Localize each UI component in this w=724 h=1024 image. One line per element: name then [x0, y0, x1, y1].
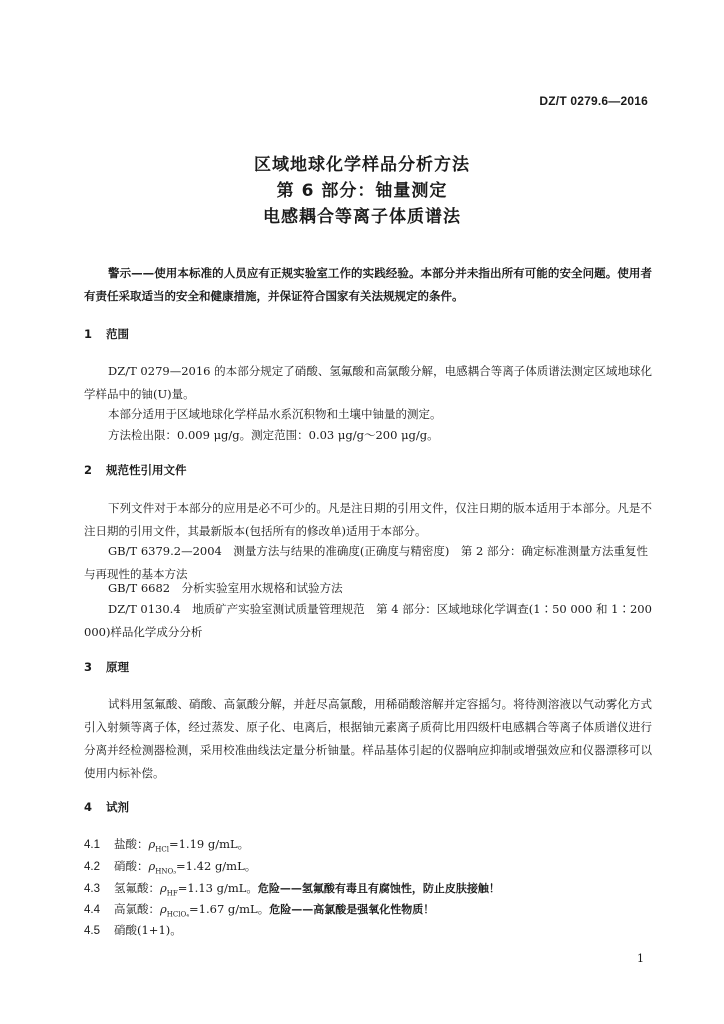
density-symbol: ρ [148, 859, 156, 873]
section-1-paragraph-3: 方法检出限：0.009 μg/g。测定范围：0.03 μg/g～200 μg/g。 [108, 428, 439, 442]
density-symbol: ρ [160, 881, 167, 895]
section-2-paragraph-1: 下列文件对于本部分的应用是必不可少的。凡是注日期的引用文件，仅注日期的版本适用于本部分。凡是不注日期的引用文件，其最新版本(包括所有的修改单)适用于本部分。 [84, 501, 652, 538]
title-line-1: 区域地球化学样品分析方法 [254, 155, 470, 175]
reagent-name: 高氯酸： [114, 902, 160, 916]
section-4-heading [84, 799, 129, 815]
section-2-heading [84, 462, 187, 478]
reagent-number: 4.4 [84, 904, 100, 916]
page-number: 1 [637, 952, 644, 965]
section-3-heading [84, 659, 129, 675]
section-title: 范围 [106, 327, 129, 341]
normative-reference-3: DZ/T 0130.4 地质矿产实验室测试质量管理规范 第 4 部分：区域地球化学调查(1∶50 000 和 1∶200 000)样品化学成分分析 [84, 602, 652, 639]
reagent-density: =1.19 g/mL。 [168, 837, 250, 851]
reagent-density: =1.13 g/mL。 [177, 881, 258, 895]
section-number: 3 [84, 660, 93, 674]
reagent-name: 硝酸(1+1)。 [114, 923, 182, 937]
hazard-warning: 危险——氢氟酸有毒且有腐蚀性，防止皮肤接触！ [257, 882, 500, 895]
reagent-density: =1.42 g/mL。 [176, 859, 257, 873]
density-symbol: ρ [160, 902, 167, 916]
reagent-number: 4.5 [84, 925, 100, 937]
document-title [0, 152, 724, 230]
reagent-number: 4.3 [84, 883, 100, 895]
reagent-name: 盐酸： [114, 837, 149, 851]
reagent-density: =1.67 g/mL。 [189, 902, 270, 916]
density-subscript: HNO₃ [155, 867, 177, 876]
density-subscript: HF [166, 889, 178, 898]
section-1-heading [84, 326, 129, 342]
reagent-name: 硝酸： [114, 859, 149, 873]
density-subscript: HCl [155, 845, 169, 854]
section-number: 2 [84, 463, 93, 477]
title-line-2: 第 6 部分：铀量测定 [276, 181, 448, 201]
section-1-paragraph-1: DZ/T 0279—2016 的本部分规定了硝酸、氢氟酸和高氯酸分解，电感耦合等离子体质谱法测定区域地球化学样品中的铀(U)量。 [84, 364, 652, 401]
density-subscript: HClO₄ [166, 910, 190, 919]
reagent-item [84, 920, 652, 941]
normative-reference-1: GB/T 6379.2—2004 测量方法与结果的准确度(正确度与精密度) 第 2 部分：确定标准测量方法重复性与再现性的基本方法 [84, 544, 648, 581]
reagent-number: 4.1 [84, 839, 100, 851]
reagent-name: 氢氟酸： [114, 881, 160, 895]
section-title: 原理 [106, 660, 129, 674]
standard-code: DZ/T 0279.6—2016 [539, 94, 648, 108]
section-title: 规范性引用文件 [106, 463, 187, 477]
hazard-warning: 危险——高氯酸是强氧化性物质！ [269, 903, 435, 916]
section-number: 1 [84, 327, 93, 341]
section-1-paragraph-2: 本部分适用于区域地球化学样品水系沉积物和土壤中铀量的测定。 [108, 407, 442, 421]
normative-reference-2: GB/T 6682 分析实验室用水规格和试验方法 [108, 581, 343, 595]
section-3-paragraph-1: 试料用氢氟酸、硝酸、高氯酸分解，并赶尽高氯酸，用稀硝酸溶解并定容摇匀。将待测溶液以气动雾化方式引入射频等离子体，经过蒸发、原子化、电离后，根据铀元素离子质荷比用四级杆电感耦合等离子体质谱仪进行分离并经检测器检测，采用校准曲线法定量分析铀量。样品基体引起的仪器响应抑制或增强效应和仪器漂移可以使用内标补偿。 [84, 697, 652, 780]
section-number: 4 [84, 800, 93, 814]
reagent-number: 4.2 [84, 861, 100, 873]
section-title: 试剂 [106, 800, 129, 814]
safety-warning: 警示——使用本标准的人员应有正规实验室工作的实践经验。本部分并未指出所有可能的安全问题。使用者有责任采取适当的安全和健康措施，并保证符合国家有关法规规定的条件。 [84, 266, 652, 303]
density-symbol: ρ [148, 837, 156, 851]
title-line-3: 电感耦合等离子体质谱法 [263, 207, 461, 227]
